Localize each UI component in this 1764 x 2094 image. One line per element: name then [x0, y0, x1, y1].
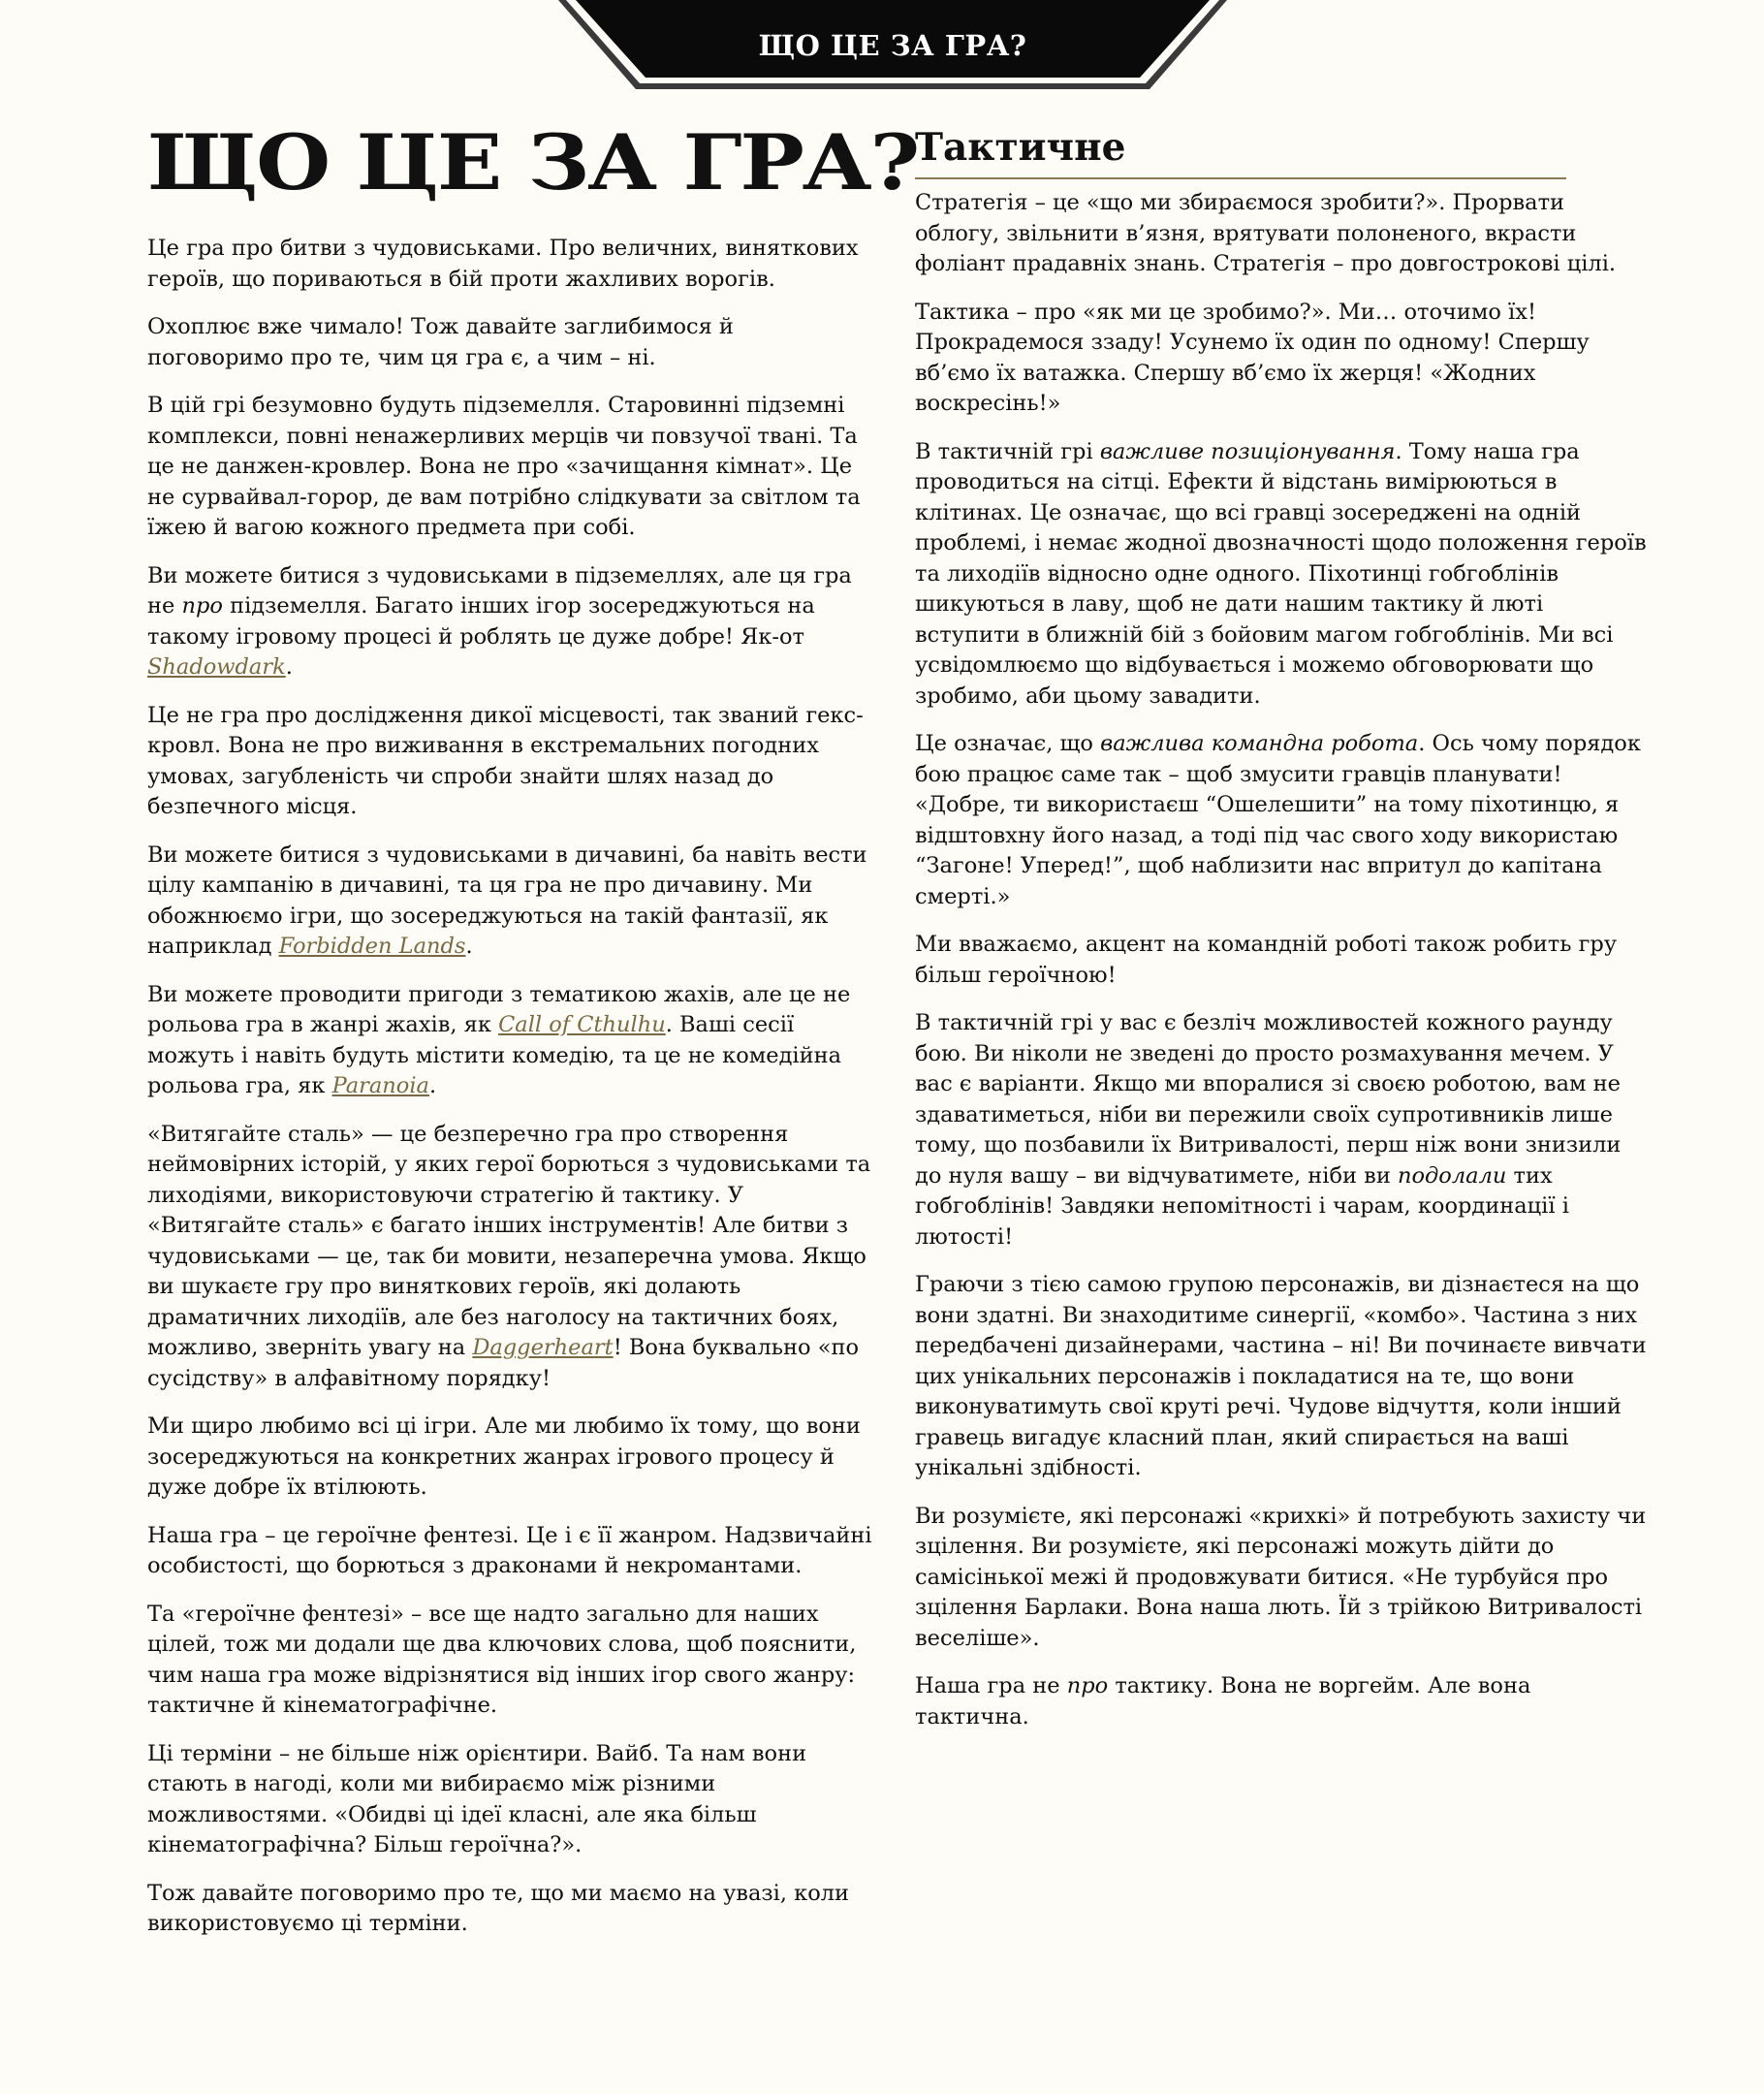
- paragraph: Це означає, що важлива командна робота. Ось чому порядок бою працює саме так – щоб змусити гравців планувати! «Добре, ти використаєш “Ошелешити” на тому піхотинцю, я відштовхну його назад, а тоді під час свого ходу використаю “Загоне! Уперед!”, щоб наблизити нас впритул до капітана смерті.»: [915, 731, 1641, 909]
- paragraph: Наша гра – це героїчне фентезі. Це і є її жанром. Надзвичайні особистості, що борються з драконами й некромантами.: [147, 1522, 872, 1578]
- paragraph: Це не гра про дослідження дикої місцевості, так званий гекс-кровл. Вона не про виживання в екстремальних погодних умовах, загубленість чи спроби знайти шлях назад до безпечного місця.: [147, 702, 864, 819]
- link-shadowdark[interactable]: Shadowdark: [147, 654, 286, 680]
- paragraph: Ви можете проводити пригоди з тематикою жахів, але це не рольова гра в жанрі жахів, як Call of Cthulhu. Ваші сесії можуть і навіть будуть містити комедію, та це не комедійна рольова гра, як Paranoia.: [147, 981, 851, 1098]
- link-call-of-cthulhu[interactable]: Call of Cthulhu: [498, 1012, 666, 1037]
- link-forbidden-lands[interactable]: Forbidden Lands: [278, 934, 466, 959]
- paragraph: Граючи з тією самою групою персонажів, ви дізнаєтеся на що вони здатні. Ви знаходитиме синергії, «комбо». Частина з них передбачені дизайнерами, частина – ні! Ви починаєте вивчати цих унікальних персонажів і покладатися на те, що вони виконуватимуть свої круті речі. Чудове відчуття, коли інший гравець вигадує класний план, який спирається на ваші унікальні здібності.: [915, 1272, 1647, 1480]
- paragraph: Ми вважаємо, акцент на командній роботі також робить гру більш героїчною!: [915, 932, 1618, 988]
- paragraph: Тож давайте поговоримо про те, що ми маємо на увазі, коли використовуємо ці терміни.: [147, 1880, 850, 1936]
- header-banner: [558, 0, 1227, 89]
- link-daggerheart[interactable]: Daggerheart: [472, 1335, 614, 1360]
- paragraph: Ми щиро любимо всі ці ігри. Але ми любимо їх тому, що вони зосереджуються на конкретних жанрах ігрового процесу й дуже добре їх втілюють.: [147, 1413, 861, 1500]
- page-title: ЩО ЦЕ ЗА ГРА?: [147, 117, 919, 207]
- paragraph: Ці терміни – не більше ніж орієнтири. Вайб. Та нам вони стають в нагоді, коли ми вибираємо між різними можливостями. «Обидві ці ідеї класні, але яка більш кінематографічна? Більш героїчна?».: [147, 1740, 807, 1857]
- paragraph: Охоплює вже чимало! Тож давайте заглибимося й поговоримо про те, чим ця гра є, а чим – ні.: [147, 314, 734, 370]
- left-column: [147, 234, 876, 1957]
- paragraph: Ви розумієте, які персонажі «крихкі» й потребують захисту чи зцілення. Ви розумієте, які персонажі можуть дійти до самісінької межі й продовжувати битися. «Не турбуйся про зцілення Барлаки. Вона наша лють. Їй з трійкою Витривалості веселіше».: [915, 1503, 1647, 1651]
- paragraph: «Витягайте сталь» — це безперечно гра про створення неймовірних історій, у яких герої борються з чудовиськами та лиходіями, використовуючи стратегію й тактику. У «Витягайте сталь» є багато інших інструментів! Але битви з чудовиськами — це, так би мовити, незаперечна умова. Якщо ви шукаєте гру про виняткових героїв, які долають драматичних лиходіїв, але без наголосу на тактичних боях, можливо, зверніть увагу на Daggerheart! Вона буквально «по сусідству» в алфавітному порядку!: [147, 1121, 871, 1391]
- paragraph: В тактичній грі важливе позиціонування. Тому наша гра проводиться на сітці. Ефекти й відстань вимірюються в клітинах. Це означає, що всі гравці зосереджені на одній проблемі, і немає жодної двозначності щодо положення героїв та лиходіїв відносно одне одного. Піхотинці гобгоблінів шикуються в лаву, щоб не дати нашим тактику й люті вступити в ближній бій з бойовим магом гобгоблінів. Ми всі усвідомлюємо що відбувається і можемо обговорювати що зробимо, аби цьому завадити.: [915, 438, 1647, 709]
- link-paranoia[interactable]: Paranoia: [331, 1073, 429, 1098]
- paragraph: Наша гра не про тактику. Вона не воргейм. Але вона тактична.: [915, 1673, 1531, 1729]
- paragraph: Це гра про битви з чудовиськами. Про величних, виняткових героїв, що пориваються в бій проти жахливих ворогів.: [147, 236, 859, 292]
- paragraph: Ви можете битися з чудовиськами в дичавині, ба навіть вести цілу кампанію в дичавині, та ця гра не про дичавину. Ми обожнюємо ігри, що зосереджуються на такій фантазії, як наприклад Forbidden Lands.: [147, 841, 867, 959]
- paragraph: Тактика – про «як ми це зробимо?». Ми… оточимо їх! Прокрадемося ззаду! Усунемо їх один по одному! Спершу вб’ємо їх ватажка. Спершу вб’ємо їх жерця! «Жодних воскресінь!»: [915, 299, 1590, 416]
- paragraph: В цій грі безумовно будуть підземелля. Старовинні підземні комплекси, повні ненажерливих мерців чи повзучої твані. Та це не данжен-кровлер. Вона не про «зачищання кімнат». Це не сурвайвал-горор, де вам потрібно слідкувати за світлом та їжею й вагою кожного предмета при собі.: [147, 393, 861, 540]
- paragraph: Ви можете битися з чудовиськами в підземеллях, але ця гра не про підземелля. Багато інших ігор зосереджуються на такому ігровому процесі й роблять це дуже добре! Як-от Shadowdark.: [147, 562, 852, 680]
- right-column: [915, 188, 1652, 1750]
- paragraph: Стратегія – це «що ми збираємося зробити?». Прорвати облогу, звільнити в’язня, врятувати полоненого, вкрасти фоліант прадавніх знань. Стратегія – про довгострокові цілі.: [915, 190, 1617, 276]
- paragraph: В тактичній грі у вас є безліч можливостей кожного раунду бою. Ви ніколи не зведені до просто розмахування мечем. У вас є варіанти. Якщо ми впоралися зі своєю роботою, вам не здаватиметься, ніби ви пережили своїх супротивників лише тому, що позбавили їх Витривалості, перш ніж вони знизили до нуля вашу – ви відчуватимете, ніби ви подолали тих гобгоблінів! Завдяки непомітності і чарам, координації і лютості!: [915, 1010, 1622, 1250]
- section-title: Тактичне: [915, 126, 1566, 179]
- banner-title: ЩО ЦЕ ЗА ГРА?: [758, 29, 1027, 62]
- paragraph: Та «героїчне фентезі» – все ще надто загально для наших цілей, тож ми додали ще два ключових слова, щоб пояснити, чим наша гра може відрізнятися від інших ігор свого жанру: тактичне й кінематографічне.: [147, 1601, 857, 1718]
